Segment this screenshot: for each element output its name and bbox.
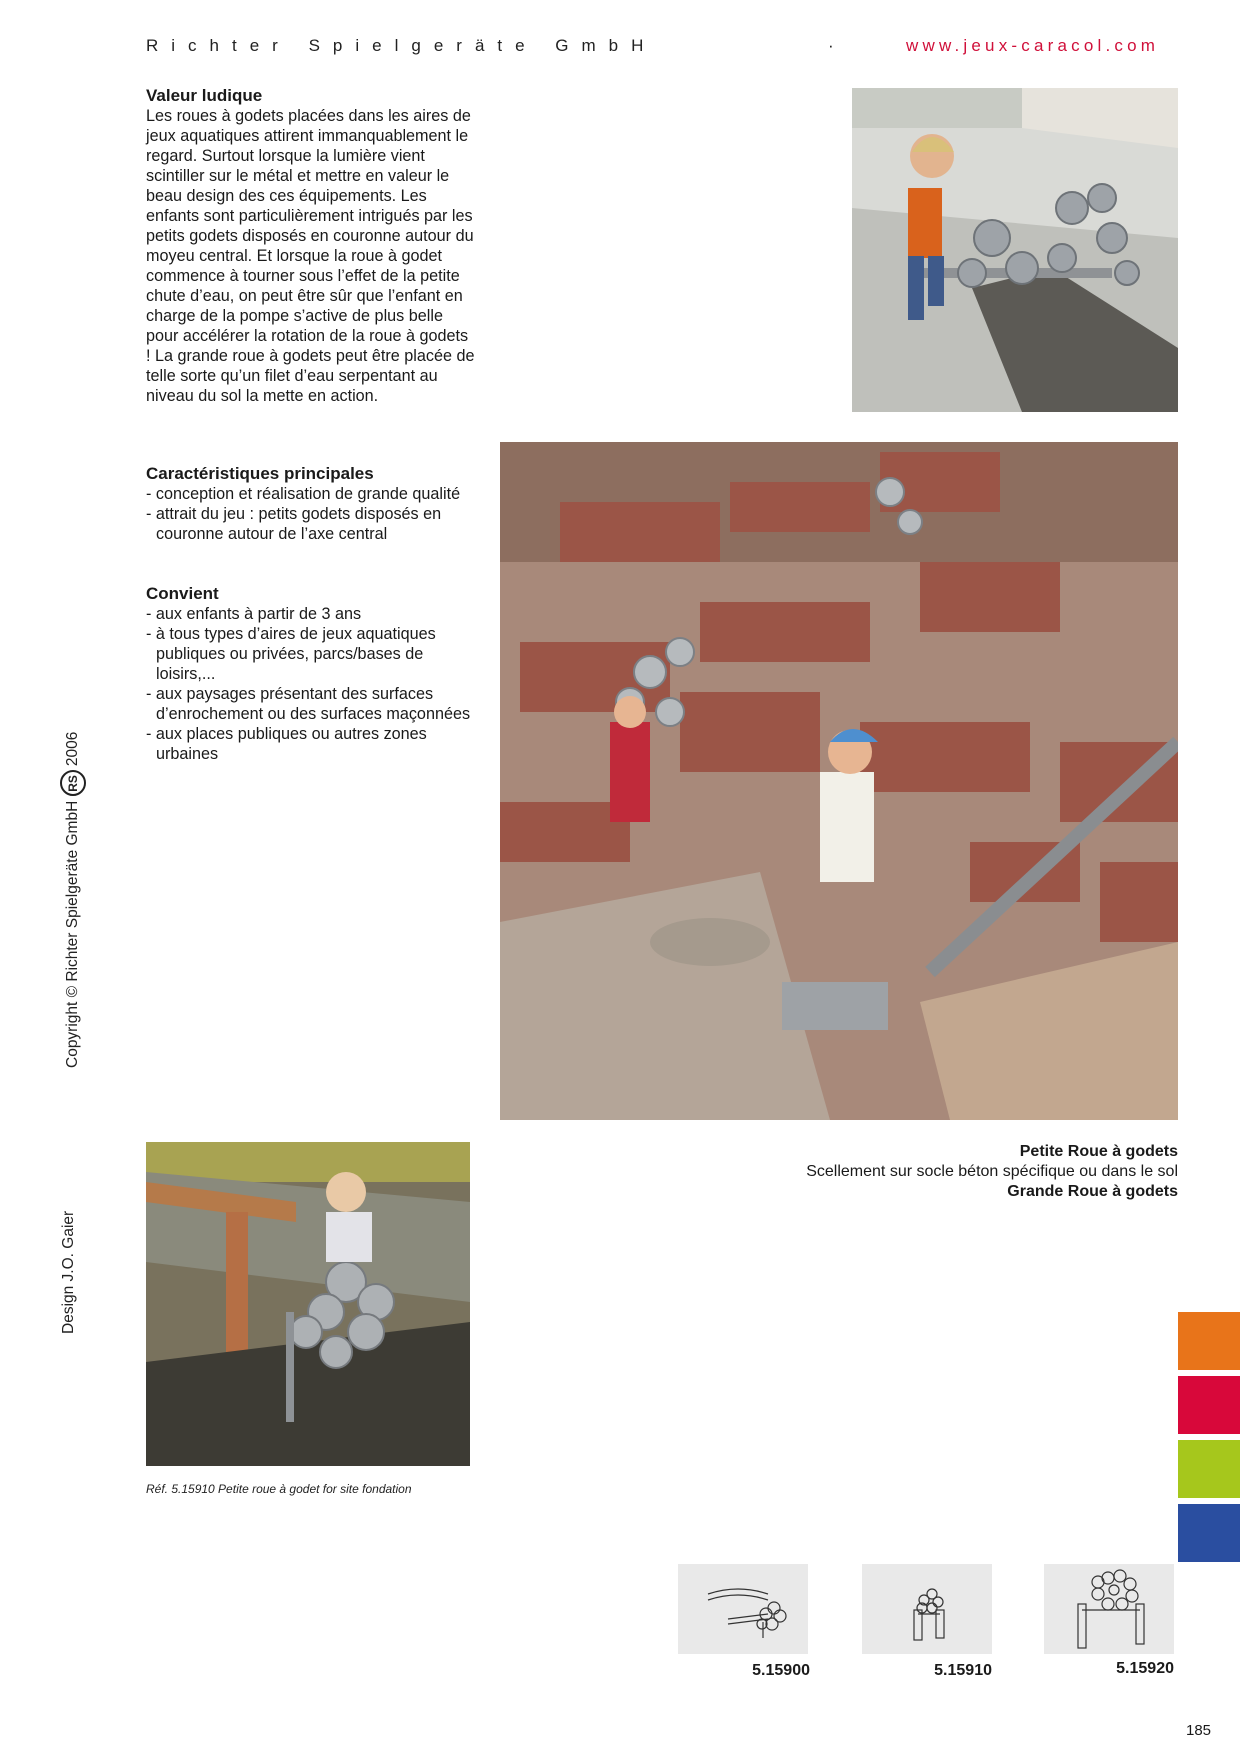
product-drawing-5-15920[interactable] [1044, 1564, 1174, 1654]
caption-scellement: Scellement sur socle béton spécifique ou dans le sol [806, 1163, 1178, 1180]
caption-petite-roue: Petite Roue à godets [1019, 1143, 1178, 1160]
product-captions [806, 1142, 1178, 1202]
design-credit: Design J.O. Gaier [60, 1210, 77, 1334]
color-tab-blue[interactable] [1178, 1504, 1240, 1562]
copyright-year: 2006 [64, 731, 82, 767]
copyright-vertical [60, 732, 86, 1068]
photo-grande-roue-landscape [500, 442, 1178, 1120]
list-item: - aux places publiques ou autres zones urbaines [146, 725, 427, 763]
section-valeur [146, 86, 476, 406]
photo-child-petite-roue [852, 88, 1178, 412]
list-item: - aux paysages présentant des surfaces d’enrochement ou des surfaces maçonnées [146, 685, 471, 723]
photo-reference-caption: Réf. 5.15910 Petite roue à godet for site fondation [146, 1482, 412, 1496]
color-tab-orange[interactable] [1178, 1312, 1240, 1370]
caption-grande-roue: Grande Roue à godets [1007, 1183, 1178, 1200]
color-tab-green[interactable] [1178, 1440, 1240, 1498]
company-logo-icon: RS [60, 770, 86, 796]
photo-petite-roue-fondation [146, 1142, 470, 1466]
product-ref-5-15910: 5.15910 [934, 1662, 992, 1679]
list-item: - à tous types d’aires de jeux aquatiques publiques ou privées, parcs/bases de loisirs,... [146, 625, 436, 683]
header-separator: · [828, 36, 834, 55]
product-drawing-5-15910[interactable] [862, 1564, 992, 1654]
header-company: Richter Spielgeräte GmbH [146, 36, 657, 55]
list-item: - aux enfants à partir de 3 ans [146, 605, 362, 623]
section-text-valeur: Les roues à godets placées dans les aires de jeux aquatiques attirent immanquablement le regard. Surtout lorsque la lumière vient scintiller sur le métal et mettre en valeur le beau design des ces équipements. Les enfants sont particulièrement intrigués par les petits godets disposés en couronne autour du moyeu central. Et lorsque la roue à godet commence à tourner sous l’effet de la petite chute d’eau, on peut être sûr que l’enfant en charge de la pompe s’active de plus belle pour accélérer la rotation de la roue à godets ! La grande roue à godets peut être placée de telle sorte qu’un filet d’eau serpentant au niveau du sol la mette en action. [146, 107, 475, 405]
caracteristiques-list [146, 484, 476, 544]
convient-list [146, 604, 476, 764]
copyright-text: Copyright © Richter Spielgeräte GmbH [64, 800, 82, 1068]
page-number: 185 [1186, 1722, 1212, 1739]
product-ref-5-15920: 5.15920 [1116, 1660, 1174, 1677]
section-convient [146, 584, 476, 764]
list-item: - attrait du jeu : petits godets disposés en couronne autour de l’axe central [146, 505, 442, 543]
header-url[interactable]: www.jeux-caracol.com [906, 36, 1160, 55]
product-drawing-5-15900[interactable] [678, 1564, 808, 1654]
product-ref-5-15900: 5.15900 [752, 1662, 810, 1679]
list-item: - conception et réalisation de grande qualité [146, 485, 461, 503]
section-caracteristiques [146, 464, 476, 544]
section-heading-valeur: Valeur ludique [146, 86, 263, 105]
color-tab-red[interactable] [1178, 1376, 1240, 1434]
section-heading-caracteristiques: Caractéristiques principales [146, 464, 374, 483]
section-heading-convient: Convient [146, 584, 219, 603]
